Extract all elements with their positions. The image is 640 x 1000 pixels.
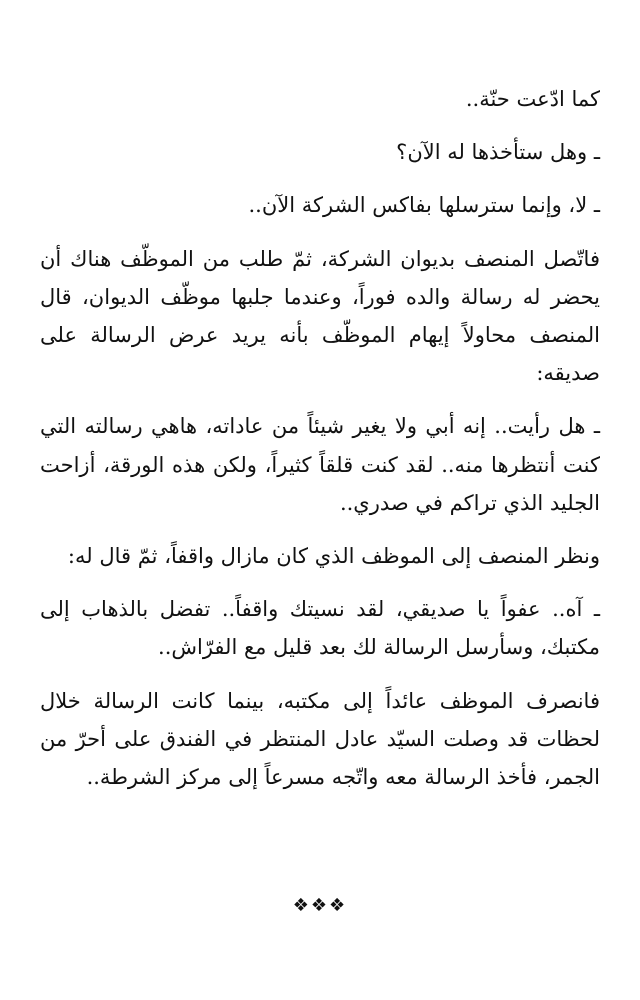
- dialogue-line: ـ وهل ستأخذها له الآن؟: [396, 140, 600, 165]
- dialogue-line: ـ آه.. عفواً يا صديقي، لقد نسيتك واقفاً.. تفضل بالذهاب إلى مكتبك، وسأرسل الرسالة لك بعد قليل مع الفرّاش..: [40, 597, 600, 660]
- page-body: [40, 80, 600, 811]
- dialogue-line: ـ لا، وإنما سترسلها بفاكس الشركة الآن..: [248, 193, 600, 218]
- dialogue-line: ـ هل رأيت.. إنه أبي ولا يغير شيئاً من عاداته، هاهي رسالته التي كنت أنتظرها منه.. لقد كنت قلقاً كثيراً، ولكن هذه الورقة، أزاحت الجليد الذي تراكم في صدري..: [40, 414, 600, 515]
- paragraph: فاتّصل المنصف بديوان الشركة، ثمّ طلب من الموظّف هناك أن يحضر له رسالة والده فوراً، وعندما جلبها موظّف الديوان، قال المنصف محاولاً إيهام الموظّف بأنه يريد عرض الرسالة على صديقه:: [40, 246, 600, 386]
- section-divider-ornament: ❖❖❖: [292, 895, 348, 916]
- paragraph: فانصرف الموظف عائداً إلى مكتبه، بينما كانت الرسالة خلال لحظات قد وصلت السيّد عادل المنتظر في الفندق على أحرّ من الجمر، فأخذ الرسالة معه واتّجه مسرعاً إلى مركز الشرطة..: [40, 688, 600, 790]
- paragraph: ونظر المنصف إلى الموظف الذي كان مازال واقفاً، ثمّ قال له:: [67, 544, 600, 569]
- paragraph: كما ادّعت حنّة..: [465, 87, 600, 111]
